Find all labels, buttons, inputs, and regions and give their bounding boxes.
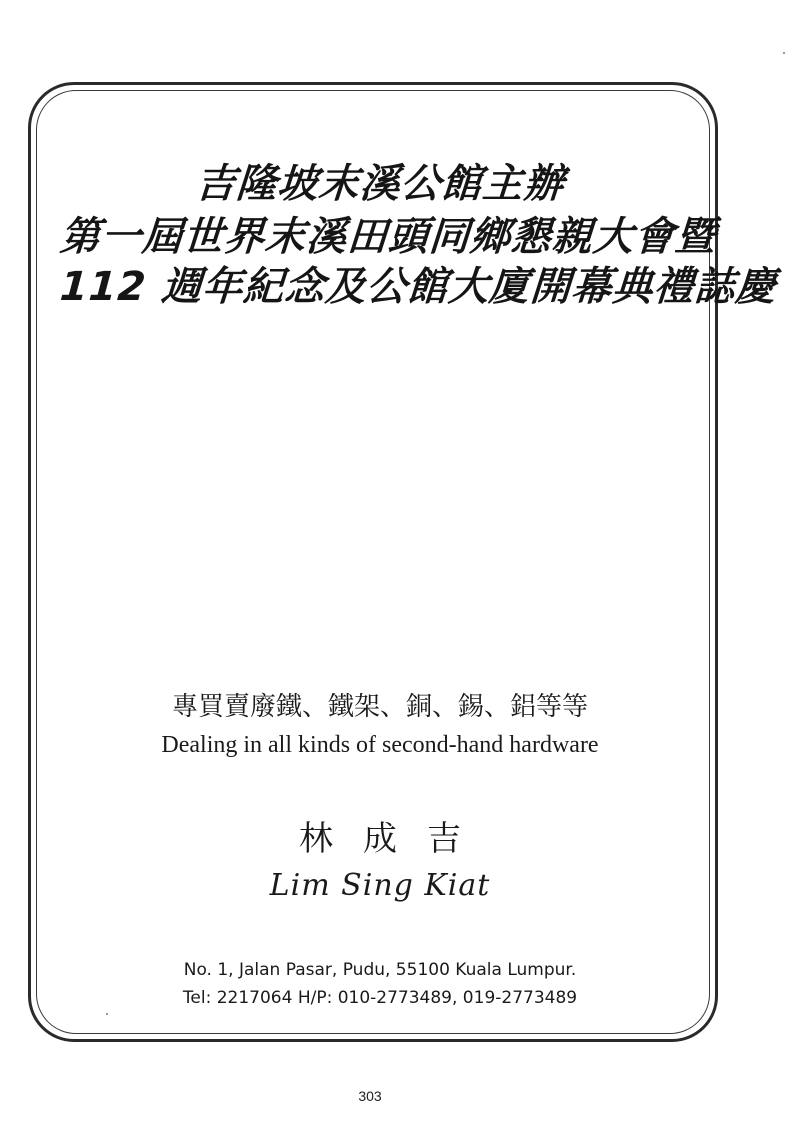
scan-speck <box>106 1013 108 1015</box>
scan-speck <box>783 52 785 54</box>
proprietor-name-chinese: 林成吉 <box>299 819 491 859</box>
proprietor-name-english: Lim Sing Kiat <box>269 868 491 903</box>
page-number: 303 <box>358 1088 382 1104</box>
headline-line-2: 第一屆世界末溪田頭同鄉懇親大會暨 <box>58 214 718 260</box>
business-phone: Tel: 2217064 H/P: 010-2773489, 019-2773489 <box>182 988 578 1008</box>
services-chinese: 專買賣廢鐵、鐵架、銅、錫、鋁等等 <box>171 692 588 722</box>
headline-line-1: 吉隆坡末溪公館主辦 <box>193 161 567 207</box>
headline-line-3: 112 週年紀念及公館大廈開幕典禮誌慶 <box>58 264 779 310</box>
services-english: Dealing in all kinds of second-hand hardware <box>161 732 599 758</box>
business-address: No. 1, Jalan Pasar, Pudu, 55100 Kuala Lumpur. <box>183 960 577 980</box>
